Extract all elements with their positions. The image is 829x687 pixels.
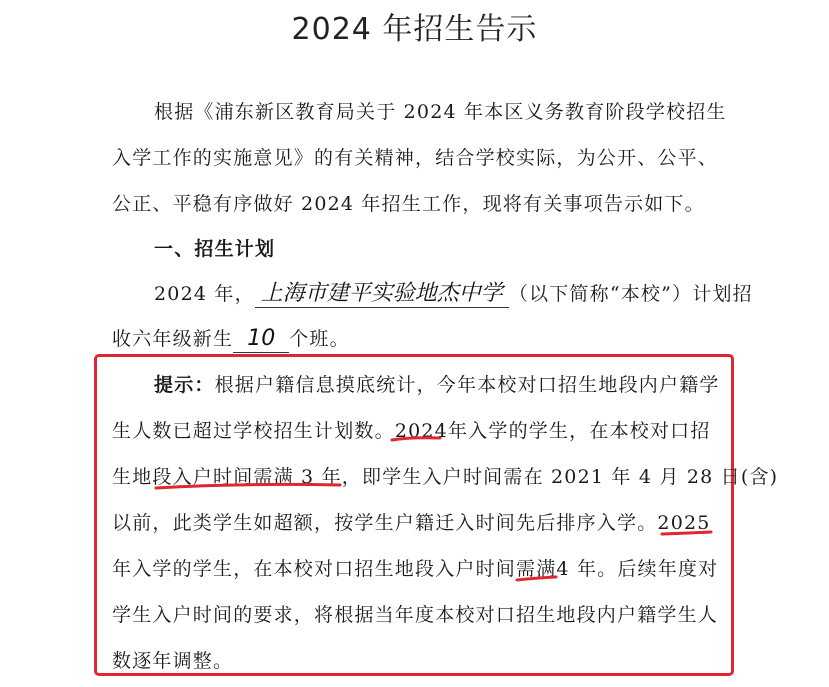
- handwritten-school-name: 上海市建平实验地杰中学: [255, 282, 509, 306]
- section-heading-plan: 一、招生计划: [154, 238, 276, 260]
- notice-line-1: 提示：根据户籍信息摸底统计，今年本校对口招生地段内户籍学: [154, 374, 720, 396]
- notice-line-5: 年入学的学生，在本校对口招生地段入户时间需满4 年。后续年度对: [112, 558, 719, 580]
- underlined-required: 需满: [516, 558, 557, 580]
- classes-suffix: 个班。: [289, 328, 350, 350]
- intro-line-3: 公正、平稳有序做好 2024 年招生工作，现将有关事项告示如下。: [112, 193, 705, 215]
- fill-in-underline: [255, 307, 509, 309]
- plan-prefix: 2024 年，: [154, 283, 255, 305]
- notice-line-7: 数逐年调整。: [112, 650, 234, 672]
- intro-line-2: 入学工作的实施意见》的有关精神，结合学校实际，为公开、公平、: [112, 147, 719, 169]
- classes-line: [112, 327, 350, 351]
- handwritten-class-count: 10: [233, 327, 289, 351]
- underlined-4-years: 4 年: [556, 558, 598, 580]
- notice-line-6: 学生入户时间的要求，将根据当年度本校对口招生地段内户籍学生人: [112, 604, 719, 626]
- notice-line-3: 生地段入户时间需满 3 年，即学生入户时间需在 2021 年 4 月 28 日(含): [112, 466, 779, 488]
- plan-suffix: （以下简称“本校”）计划招: [508, 283, 753, 305]
- fill-in-underline: [233, 352, 289, 354]
- classes-prefix: 收六年级新生: [112, 328, 234, 350]
- notice-label: 提示：: [154, 374, 215, 396]
- notice-line-2: 生人数已超过学校招生计划数。2024年入学的学生，在本校对口招: [112, 420, 711, 442]
- notice-line-4: 以前，此类学生如超额，按学生户籍迁入时间先后排序入学。2025: [112, 512, 711, 534]
- underlined-residency-3-years: 段入户时间需满 3 年: [152, 466, 342, 488]
- underlined-year-2025: 2025: [657, 512, 711, 534]
- page-title: 2024 年招生告示: [291, 12, 538, 47]
- plan-line: [154, 282, 753, 306]
- underlined-year-2024: 2024: [394, 420, 448, 442]
- intro-line-1: 根据《浦东新区教育局关于 2024 年本区义务教育阶段学校招生: [154, 101, 727, 123]
